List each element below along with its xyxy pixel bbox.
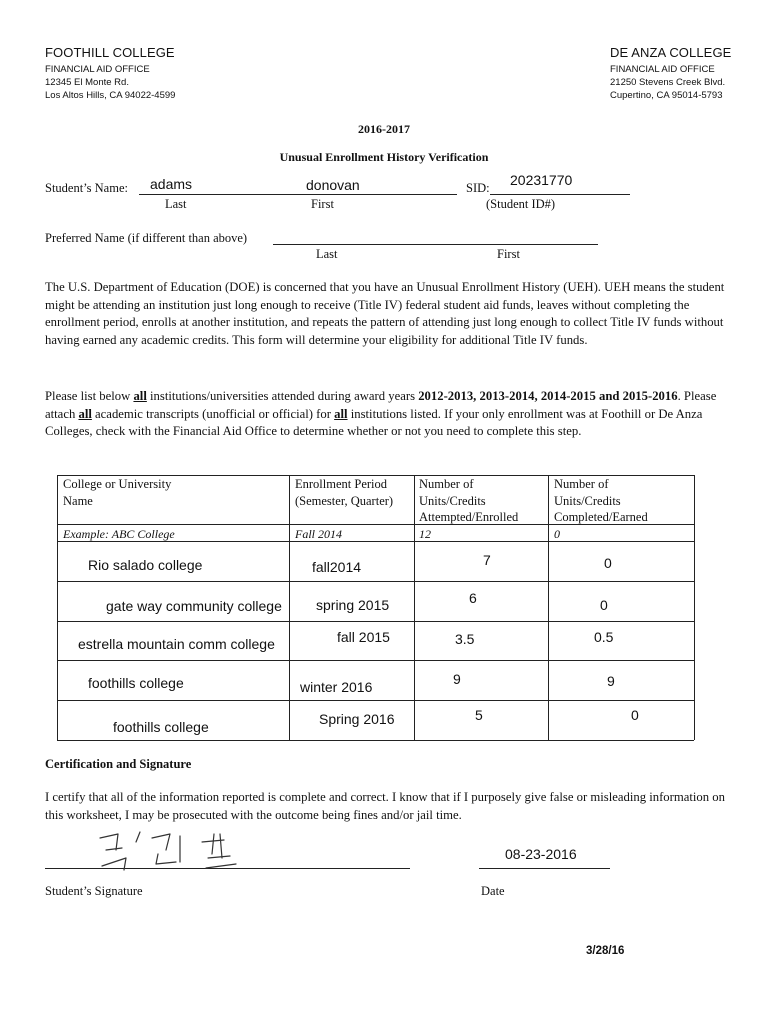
- table-row-5-period[interactable]: Spring 2016: [319, 711, 395, 727]
- form-year: 2016-2017: [358, 122, 410, 136]
- col-header-attempted: Number of Units/Credits Attempted/Enrolled: [419, 477, 519, 524]
- col-header-college: College or University Name: [63, 477, 172, 508]
- student-first-name[interactable]: donovan: [306, 177, 360, 193]
- table-row-1-college[interactable]: Rio salado college: [88, 557, 203, 573]
- emphasis-all-1: all: [133, 389, 147, 403]
- table-row-3-college[interactable]: estrella mountain comm college: [78, 636, 275, 652]
- preferred-name-label: Preferred Name (if different than above): [45, 231, 248, 245]
- foothill-office: FINANCIAL AID OFFICE: [45, 64, 150, 75]
- award-years: 2012-2013, 2013-2014, 2014-2015 and 2015-2016: [418, 389, 678, 403]
- preferred-name-line[interactable]: [273, 244, 598, 245]
- preferred-last-caption: Last: [316, 247, 338, 261]
- table-row-5-college[interactable]: foothills college: [113, 719, 209, 735]
- table-row-1-completed[interactable]: 0: [604, 555, 612, 571]
- deanza-street: 21250 Stevens Creek Blvd.: [610, 77, 726, 88]
- date-line[interactable]: [479, 868, 610, 869]
- table-row-2-college[interactable]: gate way community college: [106, 598, 282, 614]
- last-caption: Last: [165, 197, 187, 211]
- table-row-3-attempted[interactable]: 3.5: [455, 631, 475, 647]
- table-row-2-completed[interactable]: 0: [600, 597, 608, 613]
- signature-date[interactable]: 08-23-2016: [505, 846, 577, 862]
- student-last-name[interactable]: adams: [150, 176, 193, 192]
- emphasis-all-2: all: [78, 406, 92, 421]
- deanza-college-name: DE ANZA COLLEGE: [610, 45, 732, 60]
- table-row-4-completed[interactable]: 9: [607, 673, 615, 689]
- preferred-first-caption: First: [497, 247, 520, 261]
- signature-label: Student’s Signature: [45, 884, 143, 898]
- first-caption: First: [311, 197, 334, 211]
- table-row-2-attempted[interactable]: 6: [469, 590, 477, 606]
- revision-date: 3/28/16: [586, 945, 625, 957]
- emphasis-all-3: all: [334, 406, 348, 421]
- example-college: Example: ABC College: [63, 527, 175, 541]
- table-row-3-period[interactable]: fall 2015: [337, 629, 390, 645]
- table-row-4-period[interactable]: winter 2016: [300, 679, 373, 695]
- certification-text: I certify that all of the information reported is complete and correct. I know that if I purposely give false or misleading information on this worksheet, I may be prosecuted with the outcome being fines and/or jail time.: [45, 790, 725, 822]
- form-title: Unusual Enrollment History Verification: [279, 150, 489, 164]
- student-id-value[interactable]: 20231770: [510, 172, 573, 188]
- deanza-city: Cupertino, CA 95014-5793: [610, 90, 723, 101]
- table-row-1-attempted[interactable]: 7: [483, 552, 491, 568]
- sid-line[interactable]: [490, 194, 630, 195]
- handwritten-signature: [96, 828, 276, 876]
- table-row-5-completed[interactable]: 0: [631, 707, 639, 723]
- example-attempted: 12: [419, 527, 431, 541]
- table-row-5-attempted[interactable]: 5: [475, 707, 483, 723]
- intro-paragraph: The U.S. Department of Education (DOE) is concerned that you have an Unusual Enrollment History (UEH). UEH means the student might be attending an institution just long enough to receive (Title IV) federal student aid funds, leaves without completing the enrollment period, enrolls at another institution, and repeats the pattern of attending just long enough to collect Title IV funds without having earned any academic credits. This form will determine your eligibility for additional Title IV funds.: [45, 280, 725, 347]
- student-name-label: Student’s Name:: [45, 181, 128, 195]
- sid-label: SID:: [466, 181, 490, 195]
- student-name-line[interactable]: [139, 194, 457, 195]
- col-header-completed: Number of Units/Credits Completed/Earned: [554, 477, 648, 524]
- certification-heading: Certification and Signature: [45, 757, 192, 771]
- foothill-college-name: FOOTHILL COLLEGE: [45, 45, 175, 60]
- deanza-office: FINANCIAL AID OFFICE: [610, 64, 715, 75]
- example-completed: 0: [554, 527, 560, 541]
- table-row-2-period[interactable]: spring 2015: [316, 597, 390, 613]
- instructions-paragraph: Please list below all institutions/universities attended during award years 2012-2013, 2013-2014, 2014-2015 and 2015-2016. Please attach all academic transcripts (unofficial or official) for all institutions listed. If your only enrollment was at Foothill or De Anza Colleges, check with the Financial Aid Office to determine whether or not you need to complete this step.: [45, 389, 717, 438]
- table-row-3-completed[interactable]: 0.5: [594, 629, 614, 645]
- example-period: Fall 2014: [295, 527, 342, 541]
- foothill-city: Los Altos Hills, CA 94022-4599: [45, 90, 176, 101]
- table-row-4-attempted[interactable]: 9: [453, 671, 461, 687]
- date-label: Date: [481, 884, 505, 898]
- foothill-street: 12345 El Monte Rd.: [45, 77, 129, 88]
- table-row-1-period[interactable]: fall2014: [312, 559, 362, 575]
- col-header-enrollment-period: Enrollment Period (Semester, Quarter): [295, 477, 394, 508]
- sid-caption: (Student ID#): [486, 197, 556, 211]
- table-row-4-college[interactable]: foothills college: [88, 675, 184, 691]
